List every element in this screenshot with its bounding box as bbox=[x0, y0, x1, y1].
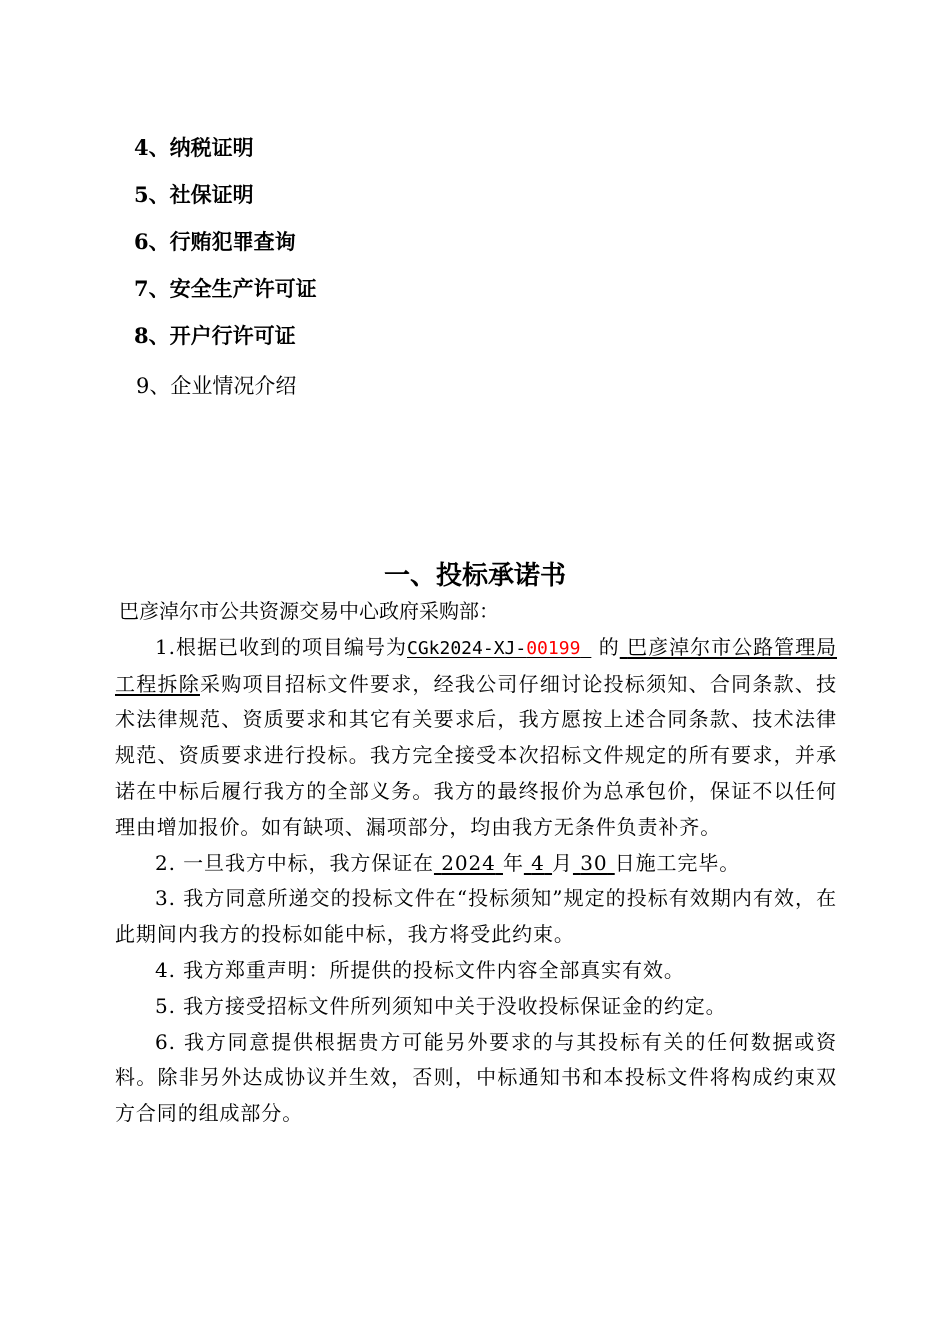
paragraph-3: 3. 我方同意所递交的投标文件在“投标须知”规定的投标有效期内有效，在此期间内我方的投标如能中标，我方将受此约束。 bbox=[115, 886, 837, 947]
paragraph-2 bbox=[115, 846, 837, 882]
p1-rest: 采购项目招标文件要求，经我公司仔细讨论投标须知、合同条款、技术法律规范、资质要求和其它有关要求后，我方愿按上述合同条款、技术法律规范、资质要求进行投标。我方完全接受本次招标文件规定的所有要求，并承诺在中标后履行我方的全部义务。我方的最终报价为总承包价，保证不以任何理由增加报价。如有缺项、漏项部分，均由我方无条件负责补齐。 bbox=[115, 671, 837, 839]
letter-body bbox=[115, 594, 837, 1132]
project-code-prefix: CGk2024-XJ- bbox=[407, 637, 527, 659]
paragraph-6: 6. 我方同意提供根据贵方可能另外要求的与其投标有关的任何数据或资料。除非另外达成协议并生效，否则，中标通知书和本投标文件将构成约束双方合同的组成部分。 bbox=[115, 1029, 837, 1126]
paragraph-4: 4. 我方郑重声明：所提供的投标文件内容全部真实有效。 bbox=[155, 957, 685, 982]
list-item: 6、行贿犯罪查询 bbox=[134, 229, 296, 254]
project-code-number: 00199 bbox=[526, 637, 581, 659]
completion-year: 2024 bbox=[441, 850, 496, 875]
attachment-list bbox=[134, 130, 317, 415]
salutation: 巴彦淖尔市公共资源交易中心政府采购部： bbox=[119, 599, 499, 623]
month-unit: 月 bbox=[552, 850, 573, 875]
list-item: 9、企业情况介绍 bbox=[136, 374, 297, 398]
list-item: 7、安全生产许可证 bbox=[134, 276, 317, 301]
completion-month: 4 bbox=[531, 850, 545, 875]
list-item: 8、开户行许可证 bbox=[134, 323, 296, 348]
p1-mid: 的 bbox=[598, 634, 620, 659]
year-unit: 年 bbox=[502, 850, 524, 875]
document-title: 一、投标承诺书 bbox=[383, 561, 566, 591]
project-name: 巴彦淖尔市公路管理局工程拆除 bbox=[115, 634, 837, 696]
paragraph-1 bbox=[115, 630, 837, 846]
list-item: 4、纳税证明 bbox=[134, 135, 254, 160]
list-item: 5、社保证明 bbox=[134, 182, 254, 207]
project-code bbox=[407, 638, 591, 659]
completion-day: 30 bbox=[580, 850, 608, 875]
paragraph-5: 5. 我方接受招标文件所列须知中关于没收投标保证金的约定。 bbox=[155, 993, 727, 1018]
p2-suffix: 日施工完毕。 bbox=[614, 850, 741, 875]
p1-prefix: 1.根据已收到的项目编号为 bbox=[155, 634, 407, 659]
p2-prefix: 2. 一旦我方中标，我方保证在 bbox=[155, 850, 434, 875]
